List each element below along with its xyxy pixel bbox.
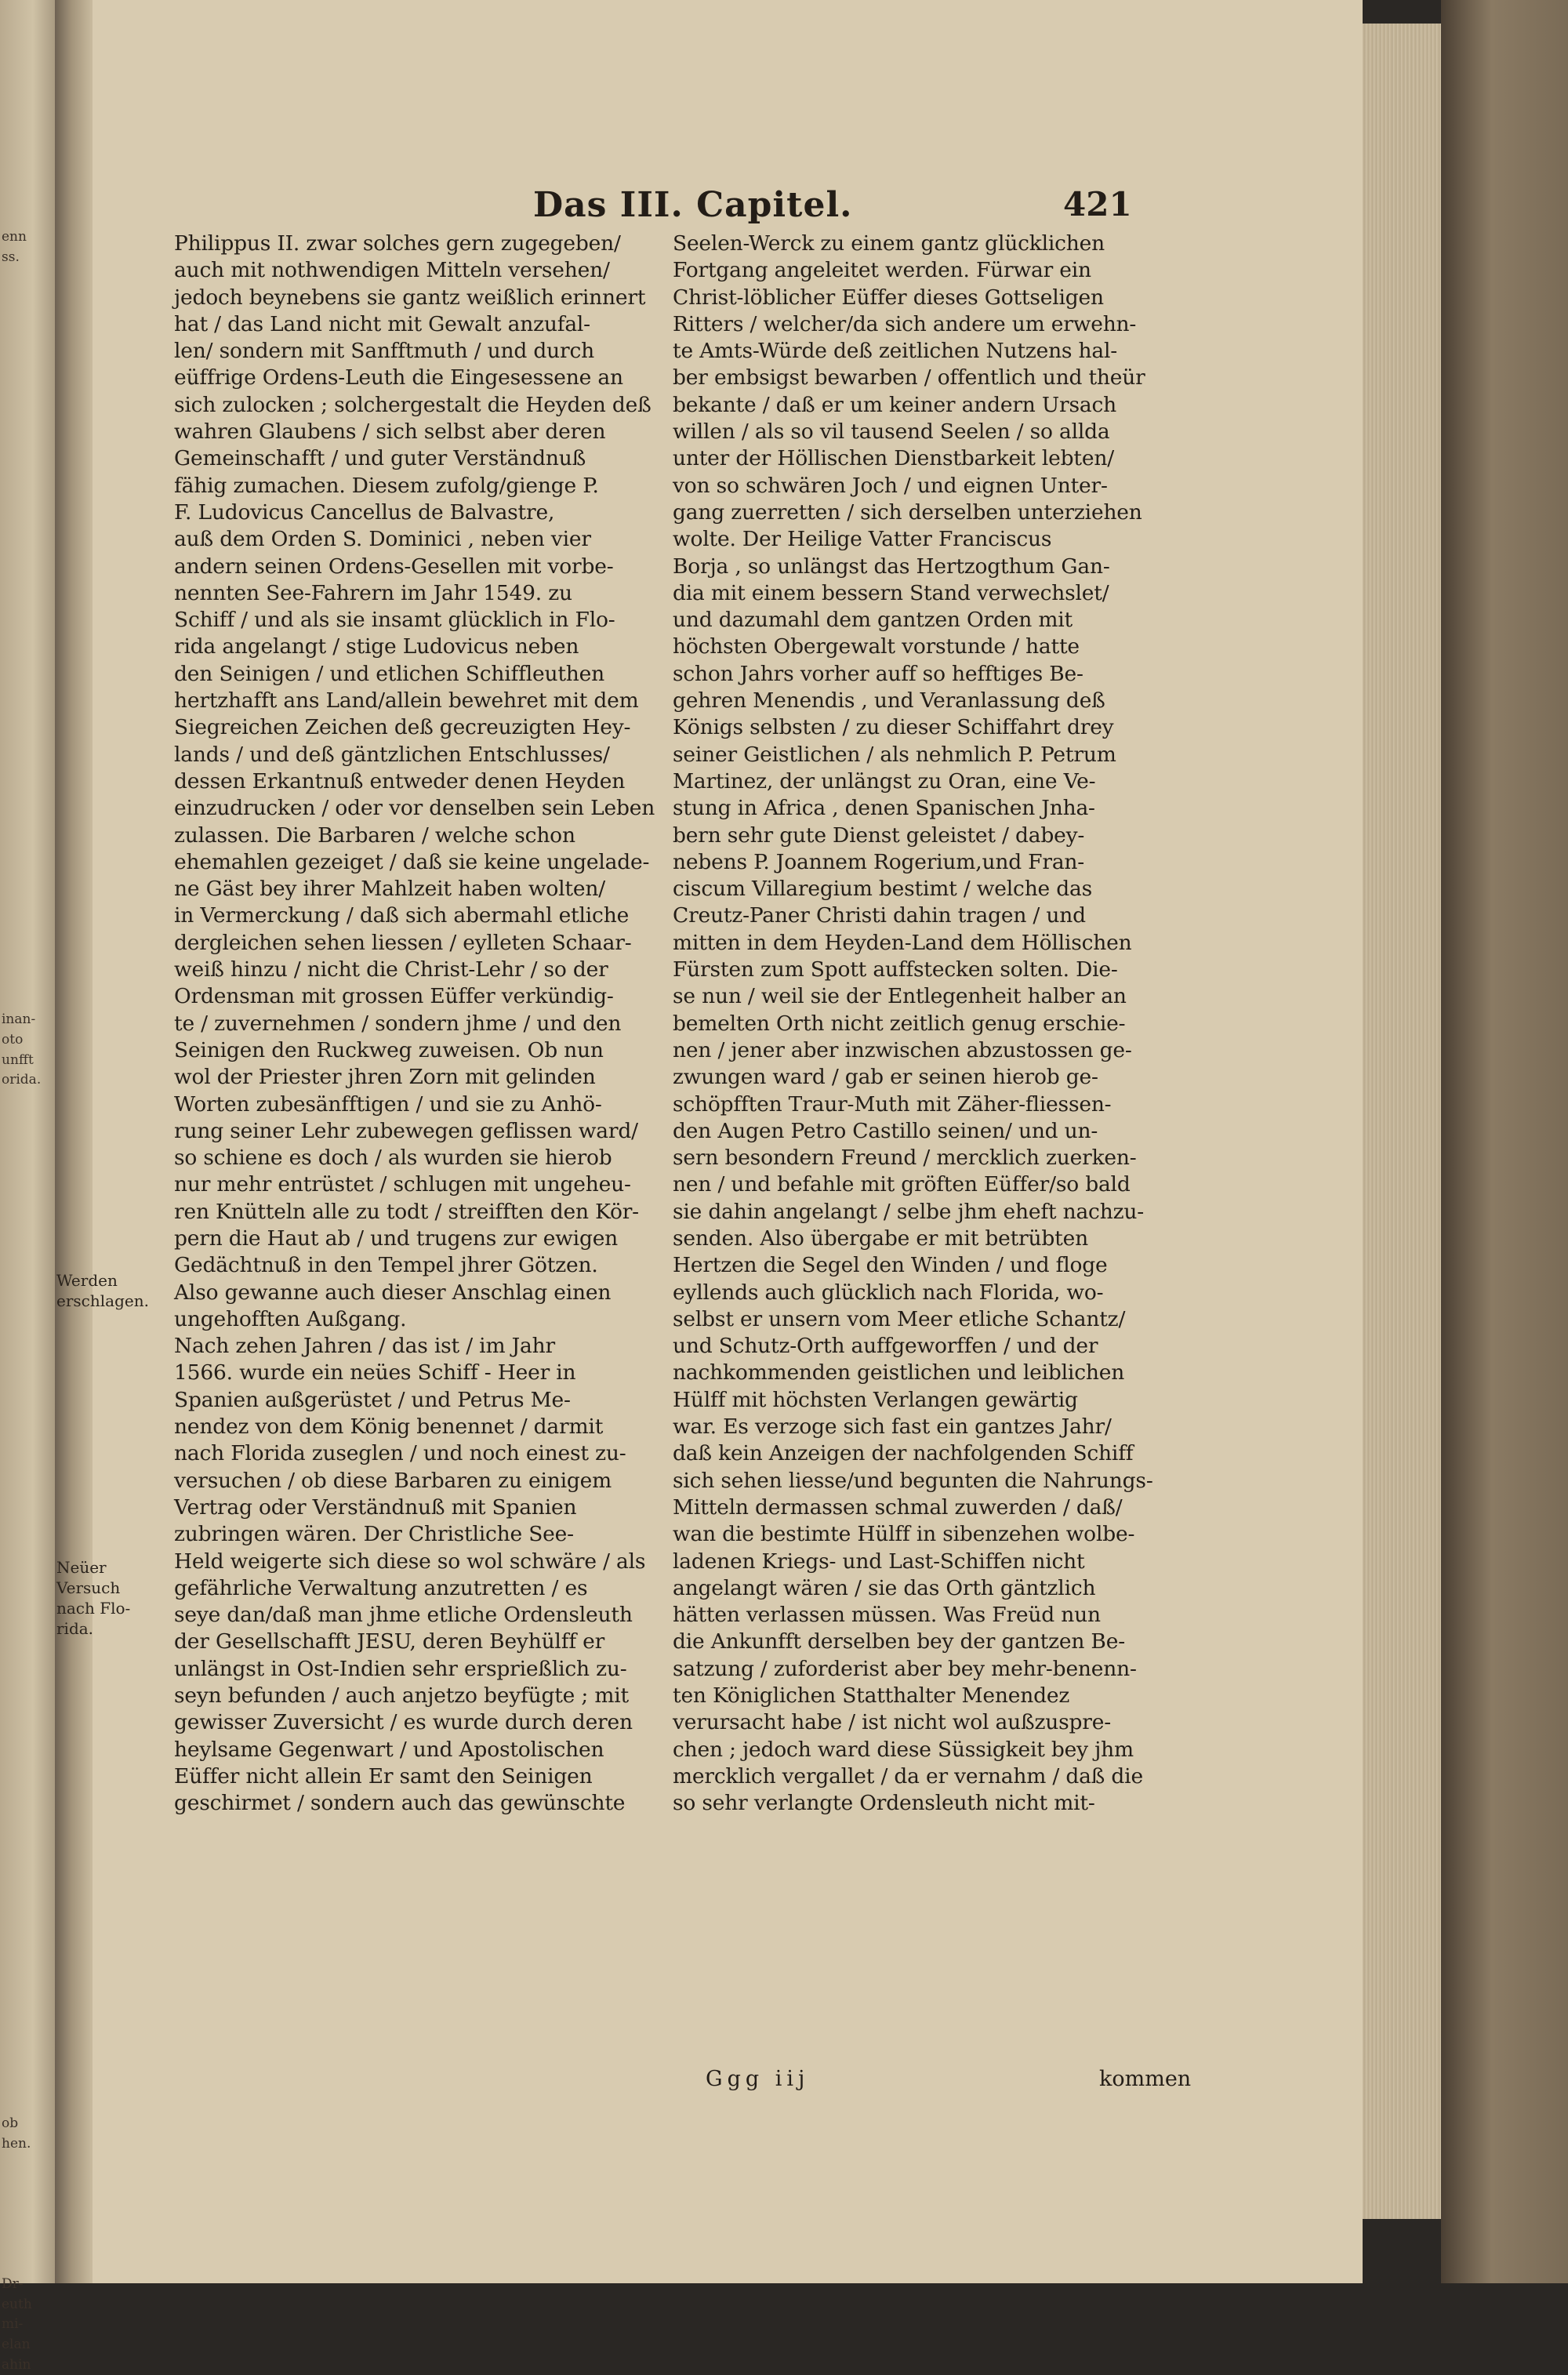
text-line: dessen Erkantnuß entweder denen Heyden [174,768,626,793]
text-line: Creutz-Paner Christi dahin tragen / und [673,903,1086,928]
text-line: nach Florida zuseglen / und noch einest zu- [174,1441,626,1466]
facing-page-fragment: ss. [2,249,20,265]
text-line: von so schwären Joch / und eignen Unter- [673,473,1108,498]
text-line: Eüffer nicht allein Er samt den Seinigen [174,1763,593,1789]
text-line: zubringen wären. Der Christliche See- [174,1522,574,1547]
text-line: Nach zehen Jahren / das ist / im Jahr [174,1334,555,1359]
text-line: unlängst in Ost-Indien sehr ersprießlich zu- [174,1656,627,1681]
text-line: sie dahin angelangt / selbe jhm eheft nachzu- [673,1199,1144,1224]
text-line: Seelen-Werck zu einem gantz glücklichen [673,231,1105,256]
book-cover-edge [1441,0,1568,2283]
text-line: Worten zubesänfftigen / und sie zu Anhö- [174,1091,602,1117]
text-line: wol der Priester jhren Zorn mit gelinden [174,1065,596,1090]
text-line: und dazumahl dem gantzen Orden mit [673,608,1073,633]
text-line: war. Es verzoge sich fast ein gantzes Jahr/ [673,1414,1112,1440]
text-line: Spanien außgerüstet / und Petrus Me- [174,1387,571,1412]
text-line: gehren Menendis , und Veranlassung deß [673,688,1105,714]
text-line: nennten See-Fahrern im Jahr 1549. zu [174,580,572,605]
text-line: wan die bestimte Hülff in sibenzehen wolbe- [673,1522,1135,1547]
facing-page-fragment: euth [2,2296,32,2312]
margin-note-line: Werden [56,1271,118,1290]
text-line: ciscum Villaregium bestimt / welche das [673,877,1093,902]
margin-note-line: Versuch [56,1578,121,1597]
text-line: nen / jener aber inzwischen abzustossen ge- [673,1037,1132,1062]
text-line: ungehofften Außgang. [174,1306,407,1331]
text-line: versuchen / ob diese Barbaren zu einigem [174,1468,612,1493]
text-line: gefährliche Verwaltung anzutretten / es [174,1575,588,1600]
text-line: pern die Haut ab / und trugens zur ewigen [174,1226,619,1251]
text-line: schon Jahrs vorher auff so hefftiges Be- [673,661,1083,686]
text-line: auch mit nothwendigen Mitteln versehen/ [174,258,610,283]
signature-mark: Ggg iij [706,2067,810,2091]
text-line: die Ankunfft derselben bey der gantzen Be- [673,1629,1125,1654]
text-line: rida angelangt / stige Ludovicus neben [174,634,579,659]
text-line: dergleichen sehen liessen / eylleten Schaar- [174,930,632,955]
text-line: mitten in dem Heyden-Land dem Höllischen [673,930,1132,955]
text-line: bemelten Orth nicht zeitlich genug erschie- [673,1011,1126,1036]
text-line: Schiff / und als sie insamt glücklich in Flo- [174,608,615,633]
text-line: daß kein Anzeigen der nachfolgenden Schiff [673,1441,1134,1466]
text-line: bekante / daß er um keiner andern Ursach [673,392,1116,417]
margin-note-line: erschlagen. [56,1291,149,1310]
page-header [439,185,1132,232]
facing-page-fragment: Dr- [2,2276,24,2293]
text-line: weiß hinzu / nicht die Christ-Lehr / so der [174,957,608,982]
facing-page-fragment: elan [2,2337,31,2352]
text-line: Ritters / welcher/da sich andere um erwehn- [673,311,1137,336]
text-line: eyllends auch glücklich nach Florida, wo- [673,1280,1104,1305]
margin-note-erschlagen [56,1270,174,1311]
running-title: Das III. Capitel. [533,185,853,225]
text-line: rung seiner Lehr zubewegen geflissen ward/ [174,1118,638,1143]
text-line: Held weigerte sich diese so wol schwäre / als [174,1549,646,1574]
text-line: so schiene es doch / als wurden sie hierob [174,1146,612,1171]
text-line: höchsten Obergewalt vorstunde / hatte [673,634,1080,659]
page-number: 421 [1063,185,1132,223]
margin-note-neuer-versuch [56,1557,174,1639]
text-line: len/ sondern mit Sanfftmuth / und durch [174,339,594,364]
text-line: ladenen Kriegs- und Last-Schiffen nicht [673,1549,1085,1574]
text-line: willen / als so vil tausend Seelen / so allda [673,419,1110,445]
text-line: andern seinen Ordens-Gesellen mit vorbe- [174,554,614,579]
text-line: bern sehr gute Dienst geleistet / dabey- [673,823,1085,848]
text-line: und Schutz-Orth auffgeworffen / und der [673,1334,1098,1359]
text-line: nachkommenden geistlichen und leiblichen [673,1360,1125,1385]
text-line: te / zuvernehmen / sondern jhme / und den [174,1011,622,1036]
text-line: sich zulocken ; solchergestalt die Heyden deß [174,392,652,417]
text-line: chen ; jedoch ward diese Süssigkeit bey jhm [673,1737,1134,1762]
text-line: Ordensman mit grossen Eüffer verkündig- [174,984,614,1009]
text-line: mercklich vergallet / da er vernahm / daß die [673,1763,1143,1789]
text-line: nendez von dem König benennet / darmit [174,1414,604,1440]
facing-page-fragment: ob [2,2115,19,2132]
text-line: einzudrucken / oder vor denselben sein Leben [174,796,655,821]
text-line: Fürsten zum Spott auffstecken solten. Die- [673,957,1118,982]
text-line: ehemahlen gezeiget / daß sie keine ungelade- [174,849,650,874]
text-line: selbst er unsern vom Meer etliche Schantz/ [673,1306,1126,1331]
text-line: angelangt wären / sie das Orth gäntzlich [673,1575,1096,1600]
text-line: ren Knütteln alle zu todt / streifften den Kör- [174,1199,639,1224]
text-line: zulassen. Die Barbaren / welche schon [174,823,575,848]
facing-page-fragment: ahin [2,2356,31,2373]
text-line: gang zuerretten / sich derselben unterziehen [673,499,1142,525]
text-line: 1566. wurde ein neües Schiff - Heer in [174,1360,576,1385]
text-line: F. Ludovicus Cancellus de Balvastre, [174,499,555,525]
text-line: hertzhafft ans Land/allein bewehret mit dem [174,688,639,714]
page-block-edges [1363,24,1443,2219]
text-line: seiner Geistlichen / als nehmlich P. Petrum [673,742,1116,767]
text-line: heylsame Gegenwart / und Apostolischen [174,1737,604,1762]
margin-note-line: Neüer [56,1558,107,1577]
text-line: seye dan/daß man jhme etliche Ordensleuth [174,1603,633,1628]
text-line: satzung / zuforderist aber bey mehr-benenn- [673,1656,1137,1681]
facing-page-edge [0,0,55,2373]
text-line: Philippus II. zwar solches gern zugegeben/ [174,231,621,256]
text-line: Fortgang angeleitet werden. Fürwar ein [673,258,1091,283]
right-text-column [673,231,1157,1818]
text-line: Hülff mit höchsten Verlangen gewärtig [673,1387,1078,1412]
text-line: Christ-löblicher Eüffer dieses Gottseligen [673,285,1104,310]
facing-page-fragment: unfft [2,1051,34,1068]
text-line: se nun / weil sie der Entlegenheit halber an [673,984,1127,1009]
text-line: Hertzen die Segel den Winden / und floge [673,1253,1108,1278]
text-line: auß dem Orden S. Dominici , neben vier [174,527,591,552]
text-line: ne Gäst bey ihrer Mahlzeit haben wolten/ [174,877,605,902]
text-line: wolte. Der Heilige Vatter Franciscus [673,527,1052,552]
margin-note-line: rida. [56,1619,94,1638]
text-line: in Vermerckung / daß sich abermahl etliche [174,903,630,928]
text-line: hätten verlassen müssen. Was Freüd nun [673,1603,1101,1628]
text-line: den Seinigen / und etlichen Schiffleuthen [174,661,605,686]
text-line: eüffrige Ordens-Leuth die Eingesessene an [174,365,623,390]
left-text-column [174,231,659,1818]
text-line: geschirmet / sondern auch das gewünschte [174,1791,626,1816]
text-line: Mitteln dermassen schmal zuwerden / daß/ [673,1494,1123,1520]
text-line: Königs selbsten / zu dieser Schiffahrt drey [673,715,1114,740]
text-line: Borja , so unlängst das Hertzogthum Gan- [673,554,1110,579]
text-line: Seinigen den Ruckweg zuweisen. Ob nun [174,1037,604,1062]
text-line: sich sehen liesse/und begunten die Nahrungs- [673,1468,1153,1493]
facing-page-fragment: hen. [2,2136,31,2152]
text-line: jedoch beynebens sie gantz weißlich erinnert [174,285,646,310]
text-line: ten Königlichen Statthalter Menendez [673,1683,1070,1709]
text-line: schöpfften Traur-Muth mit Zäher-fliessen- [673,1091,1112,1117]
text-line: verursacht habe / ist nicht wol außzuspre- [673,1710,1111,1735]
facing-page-fragment: mi- [2,2316,24,2333]
text-line: nur mehr entrüstet / schlugen mit ungeheu- [174,1172,631,1197]
text-line: Gedächtnuß in den Tempel jhrer Götzen. [174,1253,598,1278]
text-line: ber embsigst bewarben / offentlich und theür [673,365,1145,390]
text-line: nebens P. Joannem Rogerium,und Fran- [673,849,1085,874]
catchword: kommen [1099,2067,1192,2091]
text-line: Gemeinschafft / und guter Verständnuß [174,446,586,471]
text-line: hat / das Land nicht mit Gewalt anzufal- [174,311,590,336]
facing-page-fragment: enn [2,229,27,245]
facing-page-fragment: inan- [2,1011,36,1028]
text-line: Vertrag oder Verständnuß mit Spanien [174,1494,577,1520]
text-line: Also gewanne auch dieser Anschlag einen [174,1280,612,1305]
text-line: Siegreichen Zeichen deß gecreuzigten Hey- [174,715,631,740]
text-line: sern besondern Freund / mercklich zuerken- [673,1146,1137,1171]
text-line: te Amts-Würde deß zeitlichen Nutzens hal- [673,339,1118,364]
text-line: nen / und befahle mit gröften Eüffer/so bald [673,1172,1131,1197]
book-gutter [55,0,93,2283]
text-line: Martinez, der unlängst zu Oran, eine Ve- [673,768,1096,793]
facing-page-fragment: oto [2,1032,24,1048]
text-line: fähig zumachen. Diesem zufolg/gienge P. [174,473,599,498]
text-line: stung in Africa , denen Spanischen Jnha- [673,796,1095,821]
text-line: unter der Höllischen Dienstbarkeit lebten/ [673,446,1114,471]
text-line: der Gesellschafft JESU, deren Beyhülff er [174,1629,605,1654]
text-line: dia mit einem bessern Stand verwechslet/ [673,580,1109,605]
text-line: so sehr verlangte Ordensleuth nicht mit- [673,1791,1095,1816]
text-line: gewisser Zuversicht / es wurde durch deren [174,1710,633,1735]
text-line: seyn befunden / auch anjetzo beyfügte ; mit [174,1683,629,1709]
text-line: den Augen Petro Castillo seinen/ und un- [673,1118,1098,1143]
text-line: wahren Glaubens / sich selbst aber deren [174,419,606,445]
margin-note-line: nach Flo- [56,1599,131,1618]
text-line: zwungen ward / gab er seinen hierob ge- [673,1065,1098,1090]
facing-page-fragment: orida. [2,1072,42,1088]
text-line: lands / und deß gäntzlichen Entschlusses/ [174,742,610,767]
text-line: senden. Also übergabe er mit betrübten [673,1226,1088,1251]
